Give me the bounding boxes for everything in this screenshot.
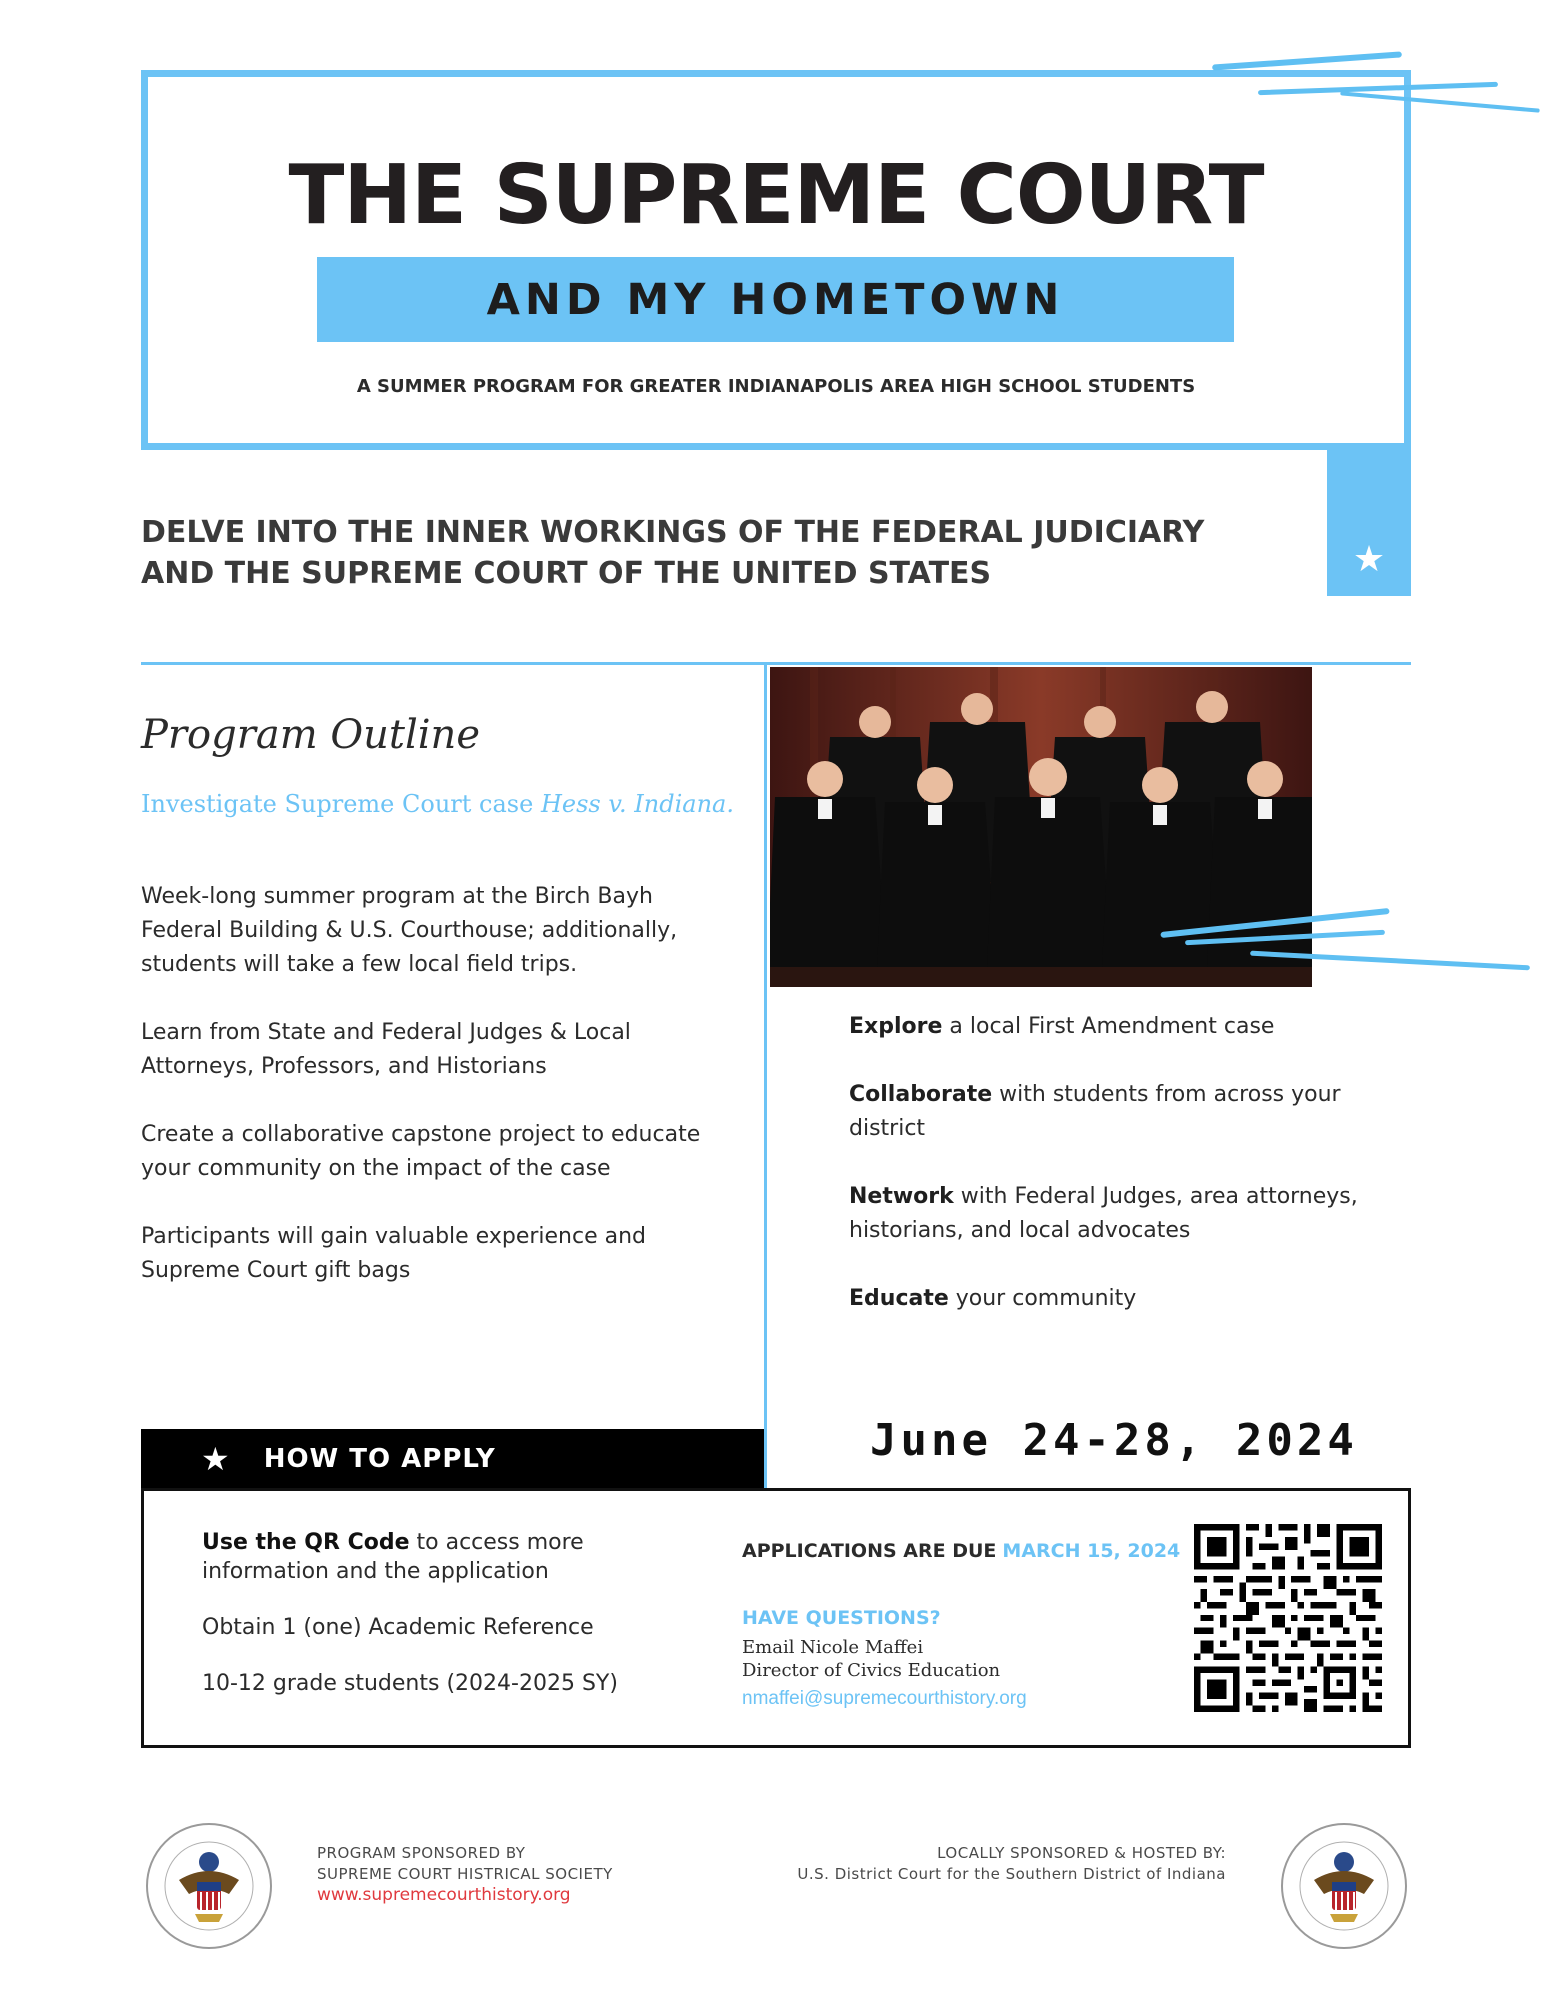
apply-steps <box>202 1528 702 1725</box>
applications-due <box>742 1540 1180 1562</box>
contact-info <box>742 1636 1000 1682</box>
how-to-apply-heading: HOW TO APPLY <box>263 1443 496 1474</box>
contact-email-link[interactable]: nmaffei@supremecourthistory.org <box>742 1688 1027 1709</box>
program-tagline: A SUMMER PROGRAM FOR GREATER INDIANAPOLIS AREA HIGH SCHOOL STUDENTS <box>356 376 1196 397</box>
historical-society-seal-icon <box>145 1822 273 1950</box>
activity-item <box>849 1078 1409 1146</box>
questions-heading: HAVE QUESTIONS? <box>742 1607 941 1629</box>
divider-vertical <box>764 662 767 1488</box>
detail-paragraph: Week-long summer program at the Birch Bayh Federal Building & U.S. Courthouse; additionally, students will take a few local field trips. <box>141 884 678 977</box>
district-court-seal-icon <box>1280 1822 1408 1950</box>
activity-verb: Educate <box>849 1286 949 1311</box>
program-dates: June 24-28, 2024 <box>870 1415 1358 1466</box>
detail-paragraph: Participants will gain valuable experience and Supreme Court gift bags <box>141 1224 647 1283</box>
activity-item <box>849 1010 1409 1044</box>
subtitle-banner <box>317 257 1234 342</box>
intro-heading <box>141 512 1241 594</box>
star-icon: ★ <box>201 1440 230 1477</box>
local-sponsor-name: U.S. District Court for the Southern District of Indiana <box>797 1865 1226 1883</box>
page-subtitle: AND MY HOMETOWN <box>486 274 1065 325</box>
case-name: Hess v. Indiana. <box>540 790 734 818</box>
star-icon: ★ <box>1352 538 1386 579</box>
apply-step-reference: Obtain 1 (one) Academic Reference <box>202 1615 594 1640</box>
qr-code[interactable] <box>1194 1524 1382 1712</box>
activity-verb: Collaborate <box>849 1082 993 1107</box>
intro-line-1: DELVE INTO THE INNER WORKINGS OF THE FEDERAL JUDICIARY <box>141 515 1205 550</box>
activity-item <box>849 1282 1409 1316</box>
sponsor-label: PROGRAM SPONSORED BY <box>317 1844 526 1862</box>
page-title: THE SUPREME COURT <box>288 148 1264 243</box>
sponsor-name: SUPREME COURT HISTRICAL SOCIETY <box>317 1865 613 1883</box>
program-details <box>141 880 741 1322</box>
activity-text: a local First Amendment case <box>942 1014 1275 1039</box>
sponsor-website-link[interactable]: www.supremecourthistory.org <box>317 1885 571 1905</box>
activity-verb: Explore <box>849 1014 943 1039</box>
brush-stroke <box>1212 51 1402 70</box>
apply-step-qr <box>202 1528 702 1586</box>
program-outline-title: Program Outline <box>141 712 480 758</box>
activities-list <box>849 1010 1409 1350</box>
due-date: MARCH 15, 2024 <box>1002 1540 1181 1562</box>
contact-title: Director of Civics Education <box>742 1660 1001 1681</box>
local-sponsor <box>760 1843 1226 1885</box>
activity-verb: Network <box>849 1184 954 1209</box>
apply-step-grades: 10-12 grade students (2024-2025 SY) <box>202 1671 618 1696</box>
program-sponsor <box>317 1843 613 1906</box>
contact-name: Email Nicole Maffei <box>742 1637 924 1658</box>
activity-item <box>849 1180 1409 1248</box>
detail-paragraph: Learn from State and Federal Judges & Local Attorneys, Professors, and Historians <box>141 1020 631 1079</box>
qr-instruction-text: to access more information and the application <box>202 1530 584 1584</box>
how-to-apply-banner <box>141 1429 764 1488</box>
intro-line-2: AND THE SUPREME COURT OF THE UNITED STATES <box>141 556 992 591</box>
program-outline-subtitle <box>141 790 734 818</box>
activity-text: with students from across your district <box>849 1082 1341 1141</box>
qr-instruction-bold: Use the QR Code <box>202 1530 410 1555</box>
due-label: APPLICATIONS ARE DUE <box>742 1540 997 1562</box>
case-intro: Investigate Supreme Court case <box>141 790 541 818</box>
activity-text: your community <box>948 1286 1137 1311</box>
divider-horizontal <box>141 662 1411 665</box>
activity-text: with Federal Judges, area attorneys, historians, and local advocates <box>849 1184 1358 1243</box>
detail-paragraph: Create a collaborative capstone project to educate your community on the impact of the case <box>141 1122 701 1181</box>
local-sponsor-label: LOCALLY SPONSORED & HOSTED BY: <box>937 1844 1226 1862</box>
